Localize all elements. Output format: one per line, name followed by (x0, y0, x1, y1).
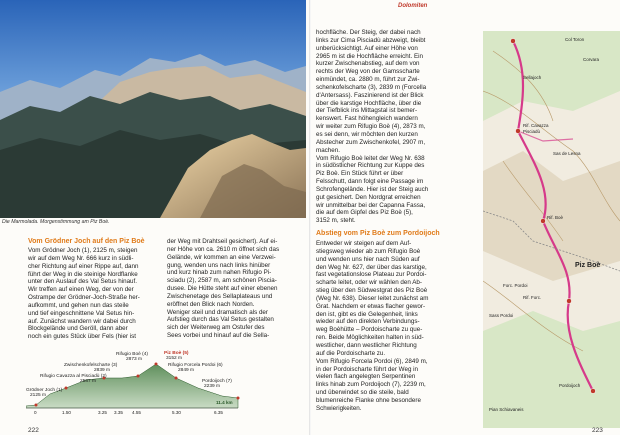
text-column-1 (28, 247, 162, 341)
profile-elev-zwk: 2839 m (94, 368, 110, 373)
text-line: Vom Rifugio Boè leitet der Weg Nr. 638 (316, 154, 425, 162)
text-line: cher Richtung auf einer Rippe auf, dann (28, 262, 139, 270)
text-column-2 (167, 238, 305, 340)
profile-label-pordoijoch: Pordoijoch (7) (202, 379, 232, 384)
profile-tick-2: 3.25 (98, 410, 107, 415)
profile-elev-pizboe: 3152 m (166, 356, 182, 361)
profile-elev-boe: 2873 m (126, 357, 142, 362)
text-line: sich der Weiterweg am Ostufer des (167, 324, 265, 332)
text-line: der Tiefblick ins Mittagstal ist bemer- (316, 107, 418, 115)
text-line: Blockgelände und Geröll, dann aber (28, 325, 128, 333)
text-line: und wenden uns hier nach Süden auf (316, 255, 420, 263)
map-label-sasspordoi: Sass Pordoi (489, 313, 514, 318)
text-line: auf. Zunächst wandern wir dabei durch (28, 317, 136, 325)
profile-elev-groedner: 2125 m (30, 393, 46, 398)
text-line: vielen flach angelegten Serpentinen (316, 373, 416, 381)
profile-elev-pordoijoch: 2239 m (204, 384, 220, 389)
map-label-pisciadu: Pisciadù (523, 129, 541, 134)
text-line: Entweder wir steigen auf dem Auf- (316, 240, 412, 247)
text-line: führt der Weg in die steinige Nordflanke (28, 270, 138, 278)
text-line: blumenreiche Flanke ohne besondere (316, 396, 421, 404)
text-line: aufkommt, und gehen nun das steile (28, 301, 129, 309)
map-label-pian: Pian Schiavaneis (489, 407, 524, 412)
photo-caption: Die Marmolada. Morgenstimmung am Piz Boè. (2, 219, 110, 225)
text-line: hochfläche. Der Steig, der dabei nach (316, 29, 421, 36)
profile-elev-pordoi6: 2849 m (178, 368, 194, 373)
text-line: ren. Beide Möglichkeiten halten in süd- (316, 334, 424, 342)
text-line: westlicher, dann westlicher Richtung (316, 341, 417, 349)
text-line: Schwierigkeiten. (316, 404, 362, 412)
profile-tick-5: 5.30 (172, 410, 181, 415)
text-line: scharte leitet, oder wir wählen den Ab- (316, 279, 422, 287)
map-label-rifforc: Rif. Forc. (523, 295, 542, 300)
book-gutter (309, 0, 311, 435)
text-line: der Weg mit Drahtseil gesichert). Auf ei- (167, 238, 278, 245)
map-label-sellajoch: Sellajoch (523, 75, 542, 80)
text-line: eröffnet den Blick nach Norden. (167, 300, 255, 308)
text-line: den Weg Nr. 627, der über das karstige, (316, 263, 427, 271)
profile-label-zwk: Zwischenkofelscharte (3) (64, 363, 118, 368)
text-line: Weniger steil und dramatisch als der (167, 308, 268, 316)
text-line: (Weg Nr. 638). Dieser leitet zunächst am (316, 294, 429, 302)
text-line: Abstecher zum Zwischenkofel, 2907 m, (316, 138, 426, 146)
text-column-3 (316, 29, 478, 225)
running-header: Dolomiten (398, 3, 428, 9)
map-label-coltoron: Col Toron (565, 37, 585, 42)
text-line: kenswert. Fast höhengleich wandern (316, 115, 418, 123)
map-label-rifboe: Rif. Boè (547, 215, 564, 220)
text-line: auf die Pordoischarte zu. (316, 349, 386, 357)
map-label-cavazza: Rif. Cavazza (523, 123, 549, 128)
profile-tick-4: 4.55 (132, 410, 141, 415)
text-line: unter den Auslauf des Val Setus hinauf. (28, 278, 137, 286)
text-line: Zwischenetage des Sellaplateaus und (167, 292, 273, 300)
section-title-ascent: Vom Grödner Joch auf den Piz Boè (28, 238, 145, 245)
text-line: 2965 m ist die Hochfläche erreicht. Ein (316, 52, 423, 60)
text-line: links hinab zum Pordoijoch (7), 2239 m, (316, 381, 426, 389)
text-line: unberücksichtigt. Auf einer Höhe von (316, 44, 418, 52)
text-line: gut gesichert. Den Nordgrat erreichen (316, 193, 421, 201)
text-line: d'Antersass). Faszinierend ist der Blick (316, 91, 424, 99)
text-line: weg Boèhütte – Pordoischarte zu que- (316, 326, 423, 334)
text-line: Schrofengelände. Hier ist der Steig auch (316, 185, 429, 193)
text-line: wir unmittelbar bei der Capanna Fassa, (316, 201, 426, 209)
text-line: Felsschutt, dann folgt eine Passage im (316, 178, 424, 186)
text-line: Vom Grödner Joch (1), 2125 m, steigen (28, 247, 138, 254)
profile-label-pizboe: Piz Boè (5) (164, 351, 189, 356)
text-line: Vom Rifugio Forcela Pordoi (6), 2849 m, (316, 357, 428, 365)
text-column-4 (316, 240, 478, 413)
text-line: und tief eingeschnittene Val Setus hin- (28, 309, 135, 317)
text-line: und kurz hinab zum nahen Rifugio Pi- (167, 269, 272, 277)
marmolada-photo (0, 0, 306, 218)
text-line: fast vegetationslose Plateau zur Pordoi- (316, 271, 427, 279)
text-line: ner Höhe von ca. 2610 m öffnet sich das (167, 245, 280, 253)
text-line: stieg über den Südwestgrat des Piz Boè (316, 287, 428, 295)
text-line: rechts der Weg von der Gamsscharte (316, 68, 420, 76)
text-line: Ostrampe der Grödner-Joch-Straße her- (28, 294, 140, 302)
text-line: Wir treffen auf einen Weg, der von der (28, 286, 134, 294)
profile-label-cavazza: Rifugio Cavazza al Pisciadù (2) (40, 374, 107, 379)
text-line: wir weiter zum Rifugio Boè (4), 2873 m, (316, 123, 426, 131)
profile-elev-cavazza: 2587 m (80, 379, 96, 384)
text-line: den ist, gibt es die Gelegenheit, links (316, 310, 418, 318)
profile-tick-1: 1.50 (62, 410, 71, 415)
profile-tick-6: 6.35 (214, 410, 223, 415)
text-line: machen. (316, 146, 340, 154)
route-map (483, 31, 620, 428)
map-label-lesna: Sas de Lesna (553, 151, 581, 156)
text-line: Grat. Nachdem er etwas flacher gewor- (316, 302, 426, 310)
text-line: Sees vorbei und hinauf auf die Sella- (167, 332, 270, 340)
text-line: stiegsweg wieder ab zum Rifugio Boè (316, 247, 421, 255)
text-line: in der Pordoischarte führt der Weg in (316, 365, 419, 373)
text-line: dusee. Die Hütte steht auf einer ebenen (167, 285, 278, 293)
text-line: einmündet, ca. 2880 m, führt zur Zwi- (316, 76, 420, 84)
text-line: gung, wenden uns nach links hinüber (167, 261, 271, 269)
text-line: Piz Boè. Ein Stück führt er über (316, 170, 404, 178)
text-line: wieder auf den direkten Verbindungs- (316, 318, 420, 326)
map-label-pordoijoch: Pordoijoch (559, 383, 581, 388)
text-line: schenkofelscharte (3), 2839 m (Forcella (316, 83, 427, 91)
profile-tick-3: 3.35 (114, 410, 123, 415)
profile-label-pordoi6: Rifugio Forcela Pordoi (6) (168, 363, 223, 368)
text-line: es sei denn, wir möchten den kurzen (316, 130, 418, 138)
text-line: über die karstige Hochfläche, über die (316, 99, 422, 107)
page-number-right: 223 (592, 427, 603, 434)
profile-total: 11.4 km (216, 400, 233, 405)
text-line: kurzer Zwischenabstieg, auf dem von (316, 60, 420, 68)
map-label-forcpordoi: Forc. Pordoi (503, 283, 528, 288)
text-line: in südöstlicher Richtung zur Kuppe des (316, 162, 425, 170)
elevation-profile (26, 348, 246, 418)
text-line: wir auf dem Weg Nr. 666 kurz in südli- (28, 254, 134, 262)
section-title-descent: Abstieg vom Piz Boè zum Pordoijoch (316, 230, 440, 237)
text-line: die auf dem Gipfel des Piz Boè (5), (316, 209, 413, 217)
text-line: Aufstieg durch das Val Setus gestalten (167, 316, 274, 324)
text-line: und überwindet so die steile, bald (316, 389, 409, 397)
profile-label-groedner: Grödner Joch (1) (26, 388, 63, 393)
map-label-pizboe: Piz Boè (575, 262, 601, 269)
text-line: noch ein gutes Stück über Fels (hier ist (28, 333, 137, 341)
page-number-left: 222 (28, 427, 39, 434)
text-line: 3152 m, steht. (316, 217, 356, 225)
profile-tick-0: 0 (34, 410, 37, 415)
profile-label-boe: Rifugio Boè (4) (116, 352, 148, 357)
text-line: sciadu (2), 2587 m, am schönen Piscia- (167, 277, 277, 285)
text-line: Gelände, wir kommen an eine Verzwei- (167, 253, 276, 261)
text-line: links zur Cima Pisciadù abzweigt, bleibt (316, 36, 426, 44)
map-label-corvara: Corvara (583, 57, 600, 62)
